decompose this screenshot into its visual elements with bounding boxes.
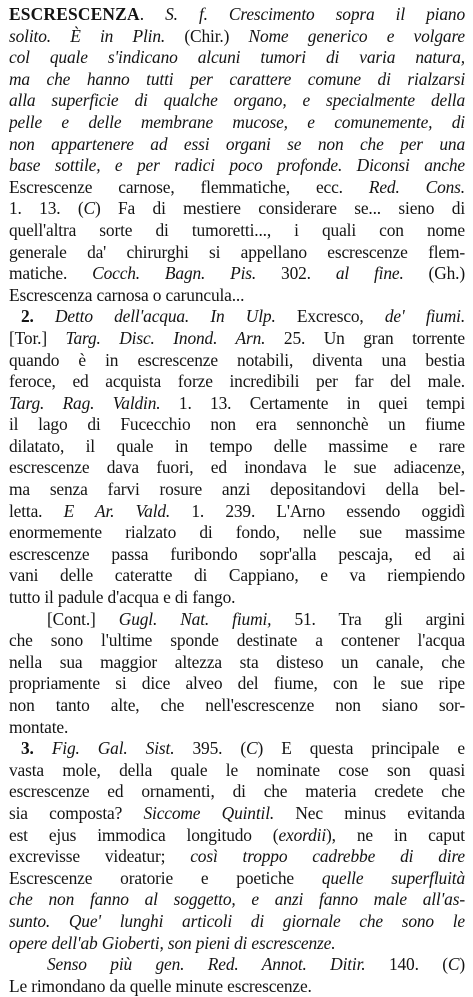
text-line	[9, 781, 465, 803]
italic-segment: Detto dell'acqua. In Ulp.	[55, 306, 276, 327]
text-segment: escrescenze dava fuori, ed inondava le sue adiacenze,	[9, 457, 465, 478]
text-segment: (Chir.)	[165, 25, 249, 46]
text-segment: 1. 13. Certamente in quei tempi	[160, 392, 465, 413]
text-segment: quell'altra sorte di tumoretti..., i quali con nome	[9, 219, 465, 240]
text-segment: propriamente si dice alveo del fiume, con le sue ripe	[9, 673, 465, 694]
text-segment: ) E questa principale e	[257, 738, 465, 759]
italic-segment: Fig. Gal. Sist.	[51, 738, 175, 759]
text-line	[9, 544, 465, 566]
text-segment: matiche.	[9, 263, 93, 284]
text-segment: ), ne in caput	[326, 824, 465, 845]
text-segment: 140. (	[365, 954, 448, 975]
text-line	[9, 306, 465, 328]
text-line	[9, 47, 465, 69]
text-segment: non tanto alte, che nell'escrescenze non siano sor-	[9, 695, 465, 715]
italic-segment: Nome generico e volgare	[248, 25, 465, 46]
text-line	[9, 609, 465, 631]
text-segment: vasta mole, della quale le nominate cose son quasi	[9, 759, 465, 780]
text-segment: [Cont.]	[47, 608, 119, 629]
italic-segment: Gugl. Nat. fiumi,	[118, 608, 272, 629]
italic-segment: Cocch. Bagn. Pis.	[92, 263, 257, 284]
text-segment: montate.	[9, 716, 69, 737]
text-segment: Escrescenza carnosa o caruncula...	[9, 284, 245, 305]
text-line	[9, 889, 465, 911]
text-segment: che sono l'ultime sponde destinate a contener l'acqua	[9, 630, 465, 651]
text-segment: est ejus immodica longitudo (	[9, 824, 279, 845]
text-segment: escrescenze passa furibondo sopr'alla pescaja, ed ai	[9, 543, 465, 564]
text-line	[9, 328, 465, 350]
text-line	[9, 933, 465, 955]
text-line	[9, 26, 465, 48]
text-segment: 1. 239. L'Arno essendo oggidì	[170, 500, 465, 521]
text-line	[9, 630, 465, 652]
italic-segment: Senso più gen. Red. Annot. Ditir.	[47, 954, 366, 975]
text-line	[9, 4, 465, 26]
text-line	[9, 457, 465, 479]
text-segment: 1. 13. (	[9, 198, 84, 219]
text-segment: [Tor.]	[9, 327, 66, 348]
text-line	[9, 134, 465, 156]
text-segment: 395. (	[174, 738, 247, 759]
italic-segment: al fine.	[335, 263, 404, 284]
text-line	[9, 112, 465, 134]
italic-segment: alla superficie di qualche organo, e specialmente della	[9, 90, 465, 111]
text-line	[9, 738, 465, 760]
text-line	[9, 177, 465, 199]
text-line	[9, 695, 465, 717]
italic-segment: solito. È in Plin.	[9, 25, 166, 46]
text-line	[9, 436, 465, 458]
text-segment: Escrescenze carnose, flemmatiche, ecc.	[9, 176, 369, 197]
text-segment: )	[459, 954, 465, 975]
text-line	[9, 371, 465, 393]
text-segment: Nec minus evitanda	[274, 802, 465, 823]
text-line	[9, 976, 465, 997]
sense-number: 3.	[21, 738, 52, 759]
italic-segment: opere dell'ab Gioberti, son pieni di escrescenze.	[9, 932, 336, 953]
text-line	[9, 803, 465, 825]
text-segment: tutto il padule d'acqua e di fango.	[9, 587, 236, 608]
italic-segment: C	[83, 198, 95, 219]
text-line	[9, 868, 465, 890]
italic-segment: C	[447, 954, 460, 975]
text-segment: 302.	[256, 263, 336, 284]
text-line	[9, 263, 465, 285]
italic-segment: base sottile, e per radici poco profonde. Diconsi anche	[9, 155, 465, 176]
text-segment: nella sua maggior altezza sta disteso un canale, che	[9, 651, 465, 672]
text-line	[9, 242, 465, 264]
italic-segment: che non fanno al soggetto, e anzi fanno male all'as-	[9, 889, 465, 910]
text-segment: vani delle cateratte di Cappiano, e va riempiendo	[9, 565, 465, 586]
text-segment: dilatato, il quale in tempo delle massime e rare	[9, 435, 465, 456]
text-line	[9, 350, 465, 372]
text-segment: Le rimondano da quelle minute escrescenze.	[9, 975, 312, 996]
italic-segment: sunto. Que' lunghi articoli di giornale che sono le	[9, 910, 465, 931]
text-line	[9, 155, 465, 177]
italic-segment: Targ. Rag. Valdin.	[9, 392, 161, 413]
text-segment: 25. Un gran torrente	[265, 327, 465, 348]
text-line	[9, 414, 465, 436]
italic-segment: C	[246, 738, 258, 759]
text-line	[9, 285, 465, 307]
text-segment: Excresco,	[275, 306, 385, 327]
text-segment: escrescenze ed ornamenti, di che materia credete che	[9, 781, 465, 802]
text-segment: 51. Tra gli argini	[271, 608, 465, 629]
text-segment: enormemente rialzato di fondo, nelle sue massime	[9, 522, 465, 543]
text-segment: .	[139, 4, 166, 24]
text-line	[9, 825, 465, 847]
text-segment: feroce, ed acquista forze incredibili per far del male.	[9, 371, 465, 392]
italic-segment: Siccome Quintil.	[143, 802, 275, 823]
text-segment: Escrescenze oratorie e poetiche	[9, 867, 322, 888]
text-line	[9, 393, 465, 415]
italic-segment: pelle e delle membrane mucose, e comunemente, di	[9, 111, 465, 132]
text-line	[9, 479, 465, 501]
italic-segment: col quale s'indicano alcuni tumori di varia natura,	[9, 47, 465, 68]
text-line	[9, 587, 465, 609]
text-segment: generale da' chirurghi si appellano escrescenze flem-	[9, 241, 465, 262]
italic-segment: così troppo cadrebbe di dire	[190, 846, 465, 867]
text-segment: ma senza farvi rosure anzi depositandovi della bel-	[9, 479, 465, 500]
italic-segment: Red. Cons.	[368, 176, 465, 197]
sense-number: 2.	[21, 306, 55, 327]
italic-segment: exordii	[278, 824, 327, 845]
text-line	[9, 673, 465, 695]
text-segment: excrevisse videatur;	[9, 846, 191, 867]
text-line	[9, 198, 465, 220]
italic-segment: Targ. Disc. Inond. Arn.	[65, 327, 266, 348]
text-segment: sia composta?	[9, 802, 144, 823]
text-line	[9, 501, 465, 523]
text-line	[9, 760, 465, 782]
text-line	[9, 90, 465, 112]
text-line	[9, 220, 465, 242]
italic-segment: non appartenere ad essi organi se non che per una	[9, 133, 465, 154]
text-segment: (Gh.)	[403, 263, 465, 284]
text-line	[9, 522, 465, 544]
text-line	[9, 954, 465, 976]
text-segment: ) Fa di mestiere considerare se... sieno di	[94, 198, 465, 219]
italic-segment: S. f. Crescimento sopra il piano	[165, 4, 465, 24]
text-segment: letta.	[9, 500, 64, 521]
text-line	[9, 717, 465, 739]
text-line	[9, 69, 465, 91]
italic-segment: ma che hanno tutti per carattere comune di rialzarsi	[9, 68, 465, 89]
text-line	[9, 911, 465, 933]
italic-segment: E Ar. Vald.	[63, 500, 171, 521]
text-line	[9, 652, 465, 674]
text-segment: quando è in escrescenze notabili, diventa una bestia	[9, 349, 465, 370]
italic-segment: quelle superfluità	[321, 867, 465, 888]
text-line	[9, 565, 465, 587]
text-segment: il lago di Fucecchio non era sennonchè un fiume	[9, 414, 465, 435]
italic-segment: de' fiumi.	[384, 306, 465, 327]
text-line	[9, 846, 465, 868]
headword: ESCRESCENZA	[9, 4, 140, 24]
